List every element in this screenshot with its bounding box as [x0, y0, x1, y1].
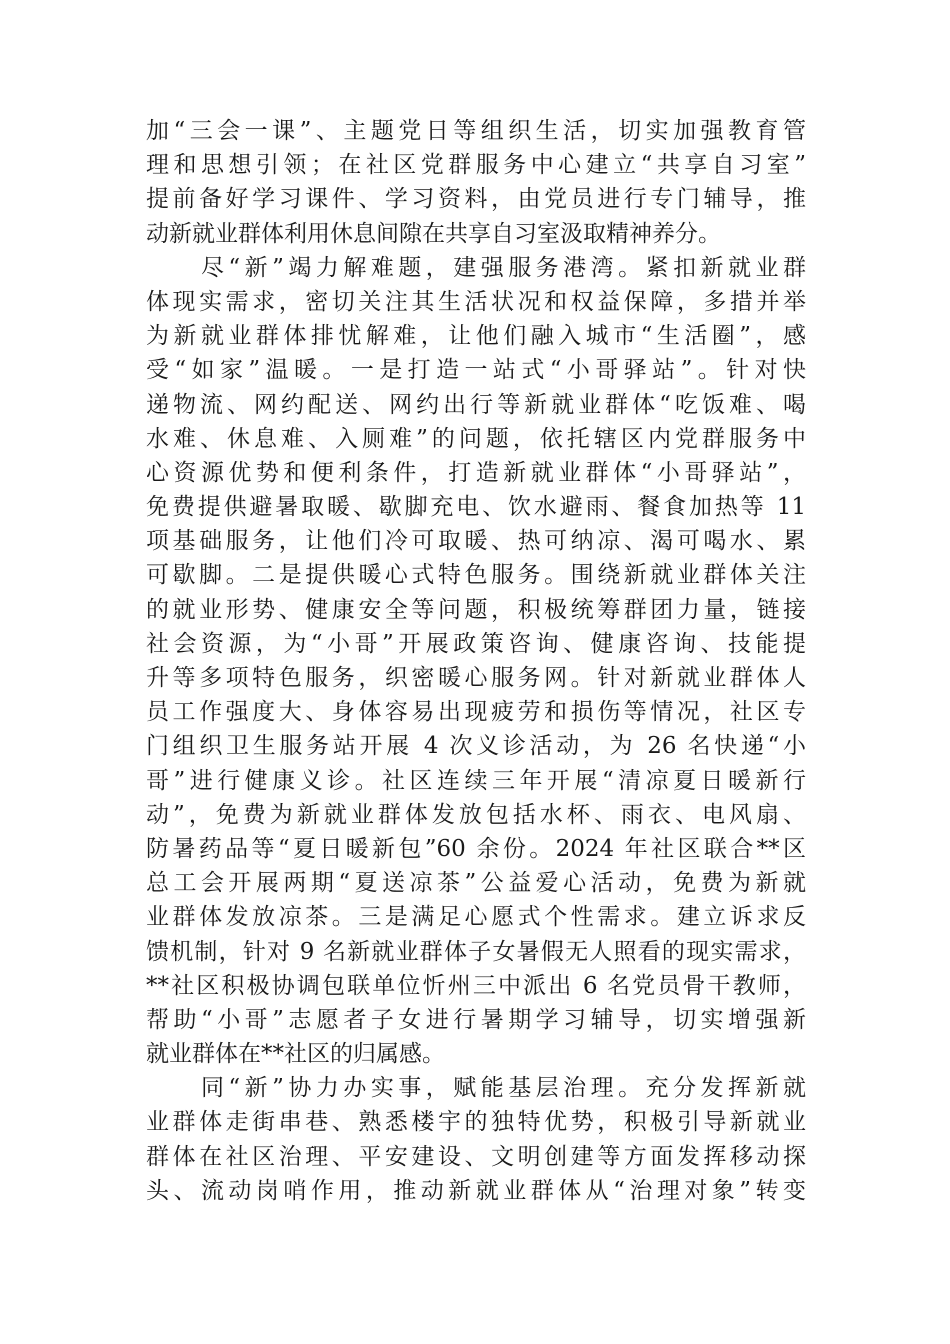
text-line: 员工作强度大、身体容易出现疲劳和损伤等情况，社区专 — [146, 699, 806, 726]
paragraph-3 — [146, 1071, 806, 1208]
text-line: 同“新”协力办实事，赋能基层治理。充分发挥新就 — [146, 1075, 806, 1102]
text-line: 总工会开展两期“夏送凉茶”公益爱心活动，免费为新就 — [146, 870, 806, 897]
text-line: 群体在社区治理、平安建设、文明创建等方面发挥移动探 — [146, 1143, 806, 1170]
text-line: 门组织卫生服务站开展 4 次义诊活动，为 26 名快递“小 — [146, 733, 806, 760]
text-line: 头、流动岗哨作用，推动新就业群体从“治理对象”转变 — [146, 1177, 806, 1204]
paragraph-2 — [146, 251, 806, 1072]
text-line: 递物流、网约配送、网约出行等新就业群体“吃饭难、喝 — [146, 391, 806, 418]
text-line: 哥”进行健康义诊。社区连续三年开展“清凉夏日暖新行 — [146, 767, 806, 794]
text-line: 项基础服务，让他们冷可取暖、热可纳凉、渴可喝水、累 — [146, 528, 806, 555]
text-line: 免费提供避暑取暖、歇脚充电、饮水避雨、餐食加热等 11 — [146, 494, 806, 521]
text-line: 馈机制，针对 9 名新就业群体子女暑假无人照看的现实需求， — [146, 938, 806, 965]
document-body — [146, 114, 806, 1208]
text-line: 业群体走街串巷、熟悉楼宇的独特优势，积极引导新就业 — [146, 1109, 806, 1136]
text-line: 就业群体在**社区的归属感。 — [146, 1041, 445, 1068]
text-line: 帮助“小哥”志愿者子女进行暑期学习辅导，切实增强新 — [146, 1006, 806, 1033]
text-line: 尽“新”竭力解难题，建强服务港湾。紧扣新就业群 — [146, 254, 806, 281]
text-line: 的就业形势、健康安全等问题，积极统筹群团力量，链接 — [146, 596, 806, 623]
text-line: 可歇脚。二是提供暖心式特色服务。围绕新就业群体关注 — [146, 562, 806, 589]
paragraph-1 — [146, 114, 806, 251]
text-line: 社会资源，为“小哥”开展政策咨询、健康咨询、技能提 — [146, 630, 806, 657]
text-line: 水难、休息难、入厕难”的问题，依托辖区内党群服务中 — [146, 425, 806, 452]
text-line: 加“三会一课”、主题党日等组织生活，切实加强教育管 — [146, 118, 806, 144]
text-line: 理和思想引领；在社区党群服务中心建立“共享自习室” — [146, 152, 806, 179]
text-line: 为新就业群体排忧解难，让他们融入城市“生活圈”，感 — [146, 323, 806, 350]
text-line: 体现实需求，密切关注其生活状况和权益保障，多措并举 — [146, 288, 806, 315]
text-line: 升等多项特色服务，织密暖心服务网。针对新就业群体人 — [146, 665, 806, 691]
text-line: 心资源优势和便利条件，打造新就业群体“小哥驿站”， — [146, 459, 806, 486]
text-line: **社区积极协调包联单位忻州三中派出 6 名党员骨干教师， — [146, 972, 806, 999]
text-line: 受“如家”温暖。一是打造一站式“小哥驿站”。针对快 — [146, 357, 806, 384]
text-line: 动”，免费为新就业群体发放包括水杯、雨衣、电风扇、 — [146, 801, 806, 828]
text-line: 业群体发放凉茶。三是满足心愿式个性需求。建立诉求反 — [146, 904, 806, 931]
text-line: 防暑药品等“夏日暖新包”60 余份。2024 年社区联合**区 — [146, 835, 806, 862]
text-line: 提前备好学习课件、学习资料，由党员进行专门辅导，推 — [146, 186, 806, 213]
text-line: 动新就业群体利用休息间隙在共享自习室汲取精神养分。 — [146, 220, 721, 247]
